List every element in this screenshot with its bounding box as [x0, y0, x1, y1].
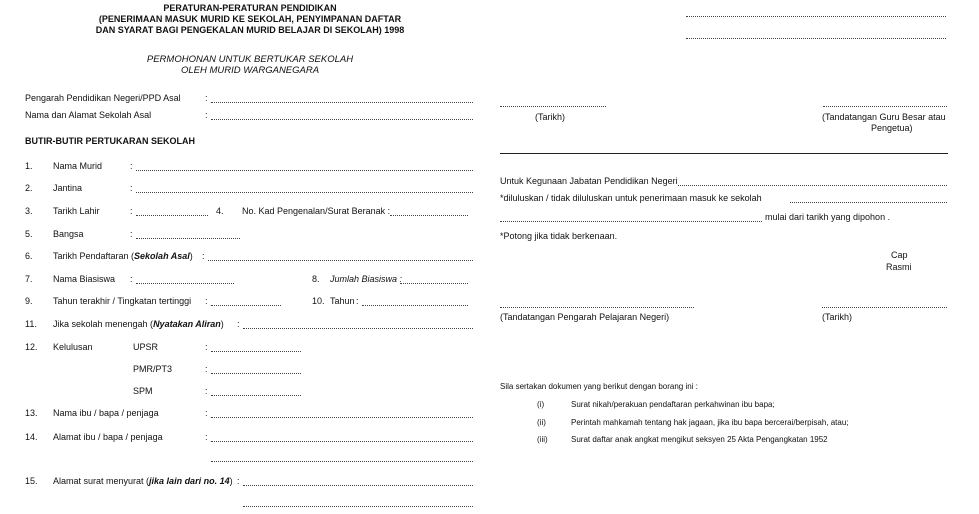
- jantina-field[interactable]: [136, 192, 473, 193]
- jumlah-biasiswa-field[interactable]: [400, 283, 468, 284]
- sekolah-field[interactable]: [790, 202, 947, 203]
- item-number: 10.: [312, 296, 325, 306]
- spm-label: SPM: [133, 386, 153, 396]
- tarikh-pendaftaran-label: Tarikh Pendaftaran (Sekolah Asal): [53, 251, 193, 261]
- ttd-guru-label-1: (Tandatangan Guru Besar atau: [822, 112, 946, 122]
- regulation-subtitle-2: DAN SYARAT BAGI PENGEKALAN MURID BELAJAR DI SEKOLAH) 1998: [95, 25, 405, 35]
- upsr-label: UPSR: [133, 342, 159, 352]
- colon: :: [205, 110, 208, 120]
- kegunaan-field[interactable]: [678, 185, 947, 186]
- item-number: 8.: [312, 274, 320, 284]
- item-number: 9.: [25, 296, 33, 306]
- nama-alamat-field[interactable]: [211, 119, 473, 120]
- guru-signature-line[interactable]: [823, 106, 947, 107]
- colon: :: [205, 296, 208, 306]
- alamat-surat-field-1[interactable]: [243, 485, 473, 486]
- item-number: 13.: [25, 408, 38, 418]
- upsr-field[interactable]: [211, 351, 301, 352]
- tarikh-label: (Tarikh): [535, 112, 566, 122]
- regulation-subtitle-1: (PENERIMAAN MASUK MURID KE SEKOLAH, PENYIMPANAN DAFTAR: [98, 14, 402, 24]
- regulation-title: PERATURAN-PERATURAN PENDIDIKAN: [163, 3, 337, 13]
- nama-alamat-label: Nama dan Alamat Sekolah Asal: [25, 110, 152, 120]
- section-title: BUTIR-BUTIR PERTUKARAN SEKOLAH: [25, 136, 195, 146]
- separator-line: [500, 153, 948, 154]
- potong-note: *Potong jika tidak berkenaan.: [500, 231, 618, 241]
- tarikh-lahir-field[interactable]: [136, 215, 208, 216]
- sila-sertakan-label: Sila sertakan dokumen yang berikut dengan borang ini :: [500, 382, 698, 391]
- tarikh-signature-line[interactable]: [500, 106, 606, 107]
- tahun-label: Tahun: [330, 296, 355, 306]
- tarikh-pendaftaran-field[interactable]: [208, 260, 473, 261]
- alamat-ibu-bapa-label: Alamat ibu / bapa / penjaga: [53, 432, 163, 442]
- alamat-surat-field-2[interactable]: [243, 506, 473, 507]
- nama-ibu-bapa-label: Nama ibu / bapa / penjaga: [53, 408, 159, 418]
- doc-number: (i): [537, 400, 545, 409]
- nama-biasiswa-label: Nama Biasiswa: [53, 274, 116, 284]
- doc-item-3: Surat daftar anak angkat mengikut seksyen 25 Akta Pengangkatan 1952: [571, 435, 828, 444]
- doc-number: (iii): [537, 435, 548, 444]
- colon: :: [205, 364, 208, 374]
- alamat-surat-label: Alamat surat menyurat (jika lain dari no. 14): [53, 476, 233, 486]
- kad-pengenalan-field[interactable]: [390, 215, 468, 216]
- pengarah-label: Pengarah Pendidikan Negeri/PPD Asal: [25, 93, 181, 103]
- colon: :: [130, 229, 133, 239]
- doc-number: (ii): [537, 418, 546, 427]
- colon: :: [205, 342, 208, 352]
- pmr-label: PMR/PT3: [133, 364, 173, 374]
- mulai-label: mulai dari tarikh yang dipohon .: [765, 212, 891, 222]
- item-number: 3.: [25, 206, 33, 216]
- item-number: 15.: [25, 476, 38, 486]
- colon: :: [130, 183, 133, 193]
- mulai-field[interactable]: [500, 221, 762, 222]
- item-number: 1.: [25, 161, 33, 171]
- nama-murid-label: Nama Murid: [53, 161, 103, 171]
- tarikh-2-line[interactable]: [822, 307, 947, 308]
- item-number: 5.: [25, 229, 33, 239]
- aliran-field[interactable]: [243, 328, 473, 329]
- form-title: PERMOHONAN UNTUK BERTUKAR SEKOLAH: [146, 54, 354, 65]
- pmr-field[interactable]: [211, 373, 301, 374]
- jantina-label: Jantina: [53, 183, 83, 193]
- tahun-terakhir-field[interactable]: [211, 305, 281, 306]
- kelulusan-label: Kelulusan: [53, 342, 93, 352]
- nama-ibu-bapa-field[interactable]: [211, 417, 473, 418]
- tahun-terakhir-label: Tahun terakhir / Tingkatan tertinggi: [53, 296, 192, 306]
- item-number: 7.: [25, 274, 33, 284]
- colon: :: [205, 432, 208, 442]
- nama-murid-field[interactable]: [136, 170, 473, 171]
- item-number: 2.: [25, 183, 33, 193]
- colon: :: [237, 476, 240, 486]
- tahun-field[interactable]: [362, 305, 468, 306]
- colon: :: [130, 274, 133, 284]
- tarikh-2-label: (Tarikh): [822, 312, 853, 322]
- bangsa-field[interactable]: [136, 238, 240, 239]
- spm-field[interactable]: [211, 395, 301, 396]
- jumlah-biasiswa-label: Jumlah Biasiswa :: [330, 274, 403, 284]
- colon: :: [205, 386, 208, 396]
- item-number: 4.: [216, 206, 224, 216]
- colon: :: [130, 206, 133, 216]
- doc-item-1: Surat nikah/perakuan pendaftaran perkahwinan ibu bapa;: [571, 400, 775, 409]
- nama-biasiswa-field[interactable]: [136, 283, 234, 284]
- rasmi-label: Rasmi: [886, 262, 912, 272]
- colon: :: [356, 296, 359, 306]
- alamat-ibu-bapa-field-2[interactable]: [211, 461, 473, 462]
- colon: :: [130, 161, 133, 171]
- tarikh-lahir-label: Tarikh Lahir: [53, 206, 100, 216]
- ttd-guru-label-2: Pengetua): [871, 123, 913, 133]
- item-number: 6.: [25, 251, 33, 261]
- pengarah-field[interactable]: [211, 102, 473, 103]
- form-subtitle: OLEH MURID WARGANEGARA: [180, 65, 320, 76]
- alamat-ibu-bapa-field-1[interactable]: [211, 441, 473, 442]
- pengarah-signature-line[interactable]: [500, 307, 694, 308]
- item-number: 11.: [25, 319, 37, 329]
- cap-label: Cap: [891, 250, 908, 260]
- doc-item-2: Perintah mahkamah tentang hak jagaan, jika ibu bapa bercerai/berpisah, atau;: [571, 418, 849, 427]
- colon: :: [237, 319, 240, 329]
- diluluskan-label: *diluluskan / tidak diluluskan untuk penerimaan masuk ke sekolah: [500, 193, 762, 203]
- item-number: 12.: [25, 342, 38, 352]
- kegunaan-label: Untuk Kegunaan Jabatan Pendidikan Negeri: [500, 176, 678, 186]
- kad-pengenalan-label: No. Kad Pengenalan/Surat Beranak :: [242, 206, 391, 216]
- reference-line-1[interactable]: [686, 16, 946, 17]
- bangsa-label: Bangsa: [53, 229, 84, 239]
- colon: :: [205, 93, 208, 103]
- aliran-label: Jika sekolah menengah (Nyatakan Aliran): [53, 319, 224, 329]
- item-number: 14.: [25, 432, 38, 442]
- colon: :: [202, 251, 205, 261]
- colon: :: [205, 408, 208, 418]
- ttd-pengarah-label: (Tandatangan Pengarah Pelajaran Negeri): [500, 312, 670, 322]
- reference-line-2[interactable]: [686, 38, 946, 39]
